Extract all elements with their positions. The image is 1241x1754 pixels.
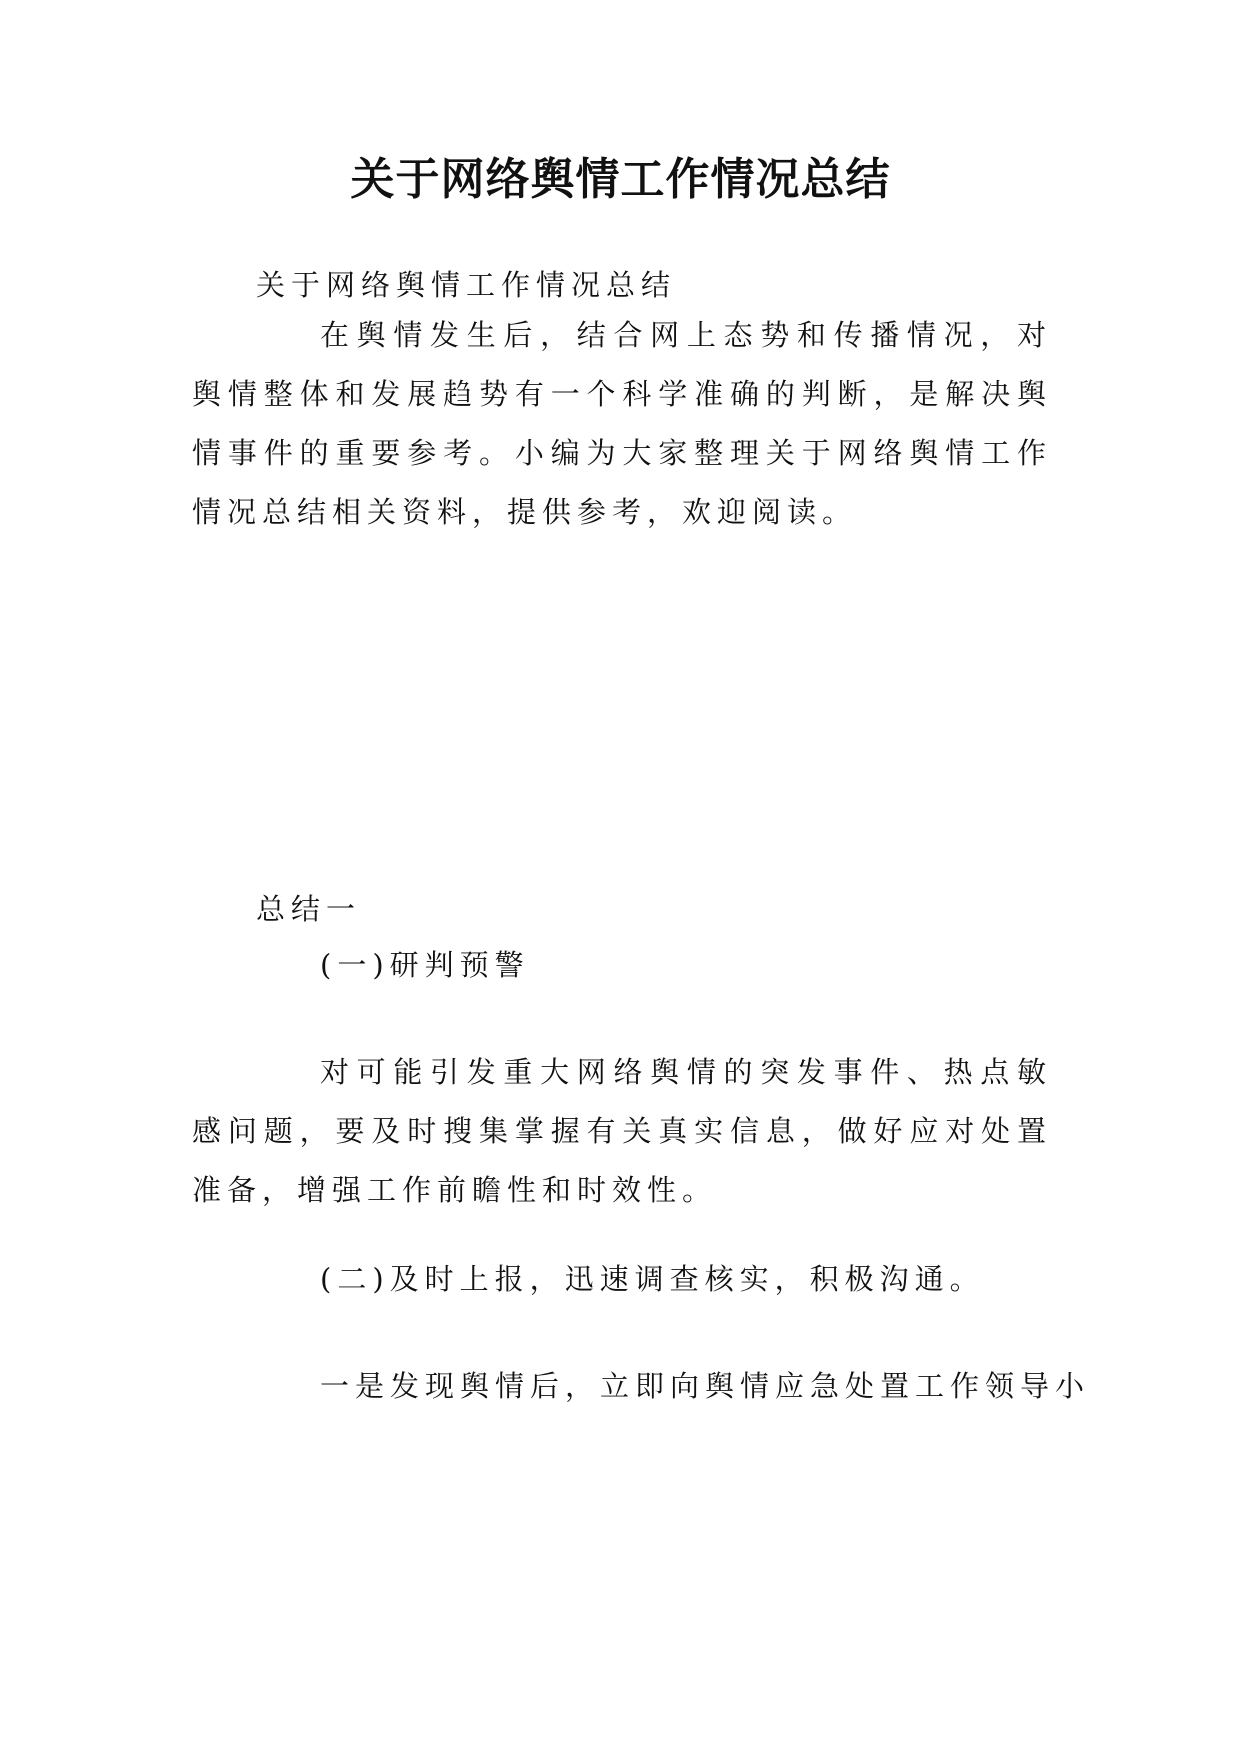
document-title: 关于网络舆情工作情况总结 [350,154,891,205]
point-paragraph: 一是发现舆情后，立即向舆情应急处置工作领导小 [320,1369,1091,1403]
subsection-heading: (一)研判预警 [320,948,530,982]
document-subtitle: 关于网络舆情工作情况总结 [256,268,677,302]
section-heading: 总结一 [256,892,362,926]
subsection-heading-2: (二)及时上报，迅速调查核实，积极沟通。 [320,1262,985,1296]
intro-paragraph: 在舆情发生后，结合网上态势和传播情况，对舆情整体和发展趋势有一个科学准确的判断，是解决舆情事件的重要参考。小编为大家整理关于网络舆情工作情况总结相关资料，提供参考，欢迎阅读。 [192,318,1052,529]
subsection-body: 对可能引发重大网络舆情的突发事件、热点敏感问题，要及时搜集掌握有关真实信息，做好应对处置准备，增强工作前瞻性和时效性。 [192,1055,1052,1207]
